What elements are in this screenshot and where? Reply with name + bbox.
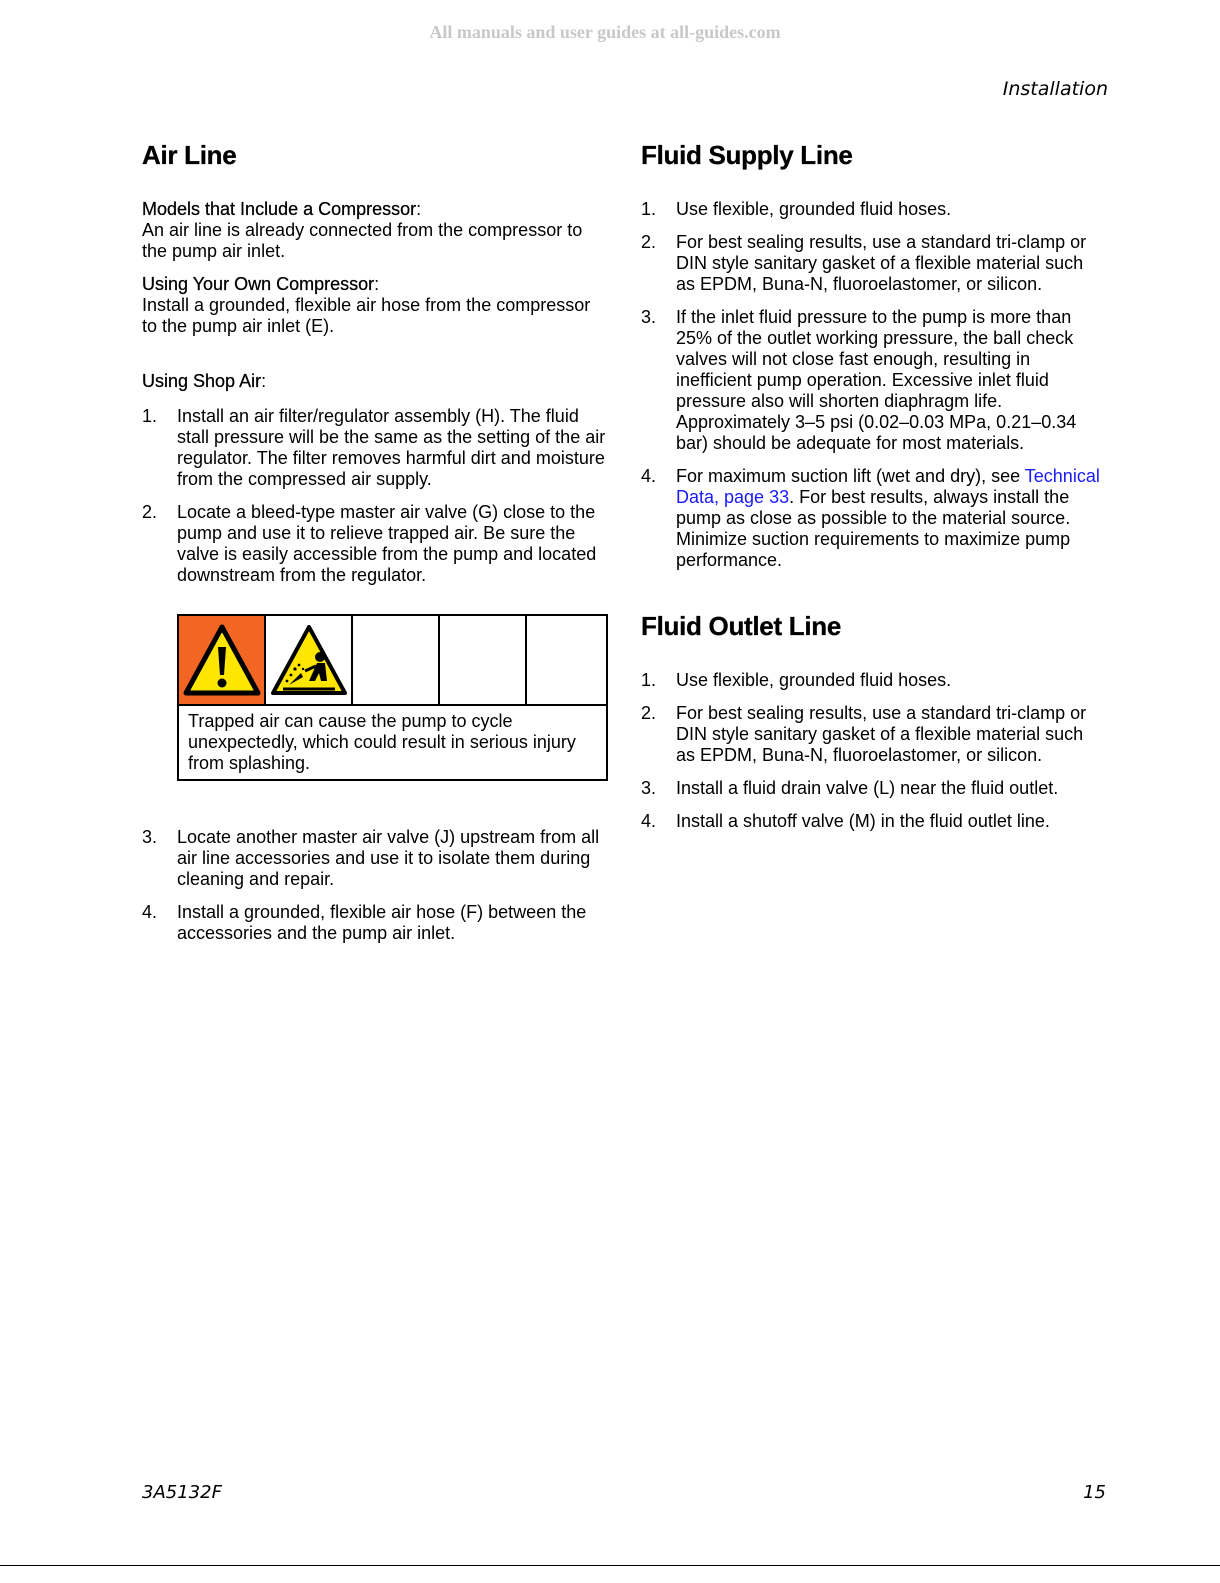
shop-air-block: Using Shop Air: (142, 371, 267, 391)
running-head: Installation (1002, 78, 1108, 100)
air-line-steps-a (142, 406, 606, 586)
own-compressor-block: Using Your Own Compressor: Install a grounded, flexible air hose from the compressor to the pump air inlet (E). (142, 274, 606, 337)
models-block: Models that Include a Compressor: An air line is already connected from the compressor to the pump air inlet. (142, 199, 606, 262)
list-item: 1. Use flexible, grounded fluid hoses. (641, 670, 952, 690)
list-item: 3. Install a fluid drain valve (L) near the fluid outlet. (641, 778, 1059, 798)
fluid-supply-steps (641, 199, 1105, 571)
warning-box (177, 614, 608, 781)
warning-empty-cell (353, 616, 440, 704)
list-item: 2. For best sealing results, use a standard tri-clamp or DIN style sanitary gasket of a flexible material such as EPDM, Buna-N, fluoroelastomer, or silicon. (641, 232, 1087, 294)
list-item: 4. Install a shutoff valve (M) in the fluid outlet line. (641, 811, 1050, 831)
list-item: 2. Locate a bleed-type master air valve (G) close to the pump and use it to relieve trapped air. Be sure the valve is easily accessible from the pump and located downstream from the regulator. (142, 502, 597, 585)
technical-data-link[interactable]: Technical Data, page 33 (676, 466, 1100, 507)
own-compressor-text: Install a grounded, flexible air hose from the compressor to the pump air inlet (E). (142, 295, 591, 336)
doc-number: 3A5132F (142, 1482, 222, 1503)
list-item: 1. Use flexible, grounded fluid hoses. (641, 199, 952, 219)
warning-icon-row (179, 616, 606, 706)
models-text: An air line is already connected from the compressor to the pump air inlet. (142, 220, 583, 261)
left-column (142, 140, 606, 956)
list-item: 2. For best sealing results, use a standard tri-clamp or DIN style sanitary gasket of a flexible material such as EPDM, Buna-N, fluoroelastomer, or silicon. (641, 703, 1087, 765)
page-number: 15 (1083, 1482, 1106, 1503)
fluid-outlet-steps (641, 670, 1105, 832)
shop-air-heading: Using Shop Air (142, 371, 262, 391)
watermark: All manuals and user guides at all-guides.com (429, 22, 781, 42)
section-title-fluid-supply: Fluid Supply Line (641, 140, 853, 170)
models-heading: Models that Include a Compressor (142, 199, 417, 219)
right-column (641, 140, 1105, 844)
splash-hazard-icon (266, 616, 353, 704)
list-item: 3. Locate another master air valve (J) upstream from all air line accessories and use it to isolate them during cleaning and repair. (142, 827, 600, 889)
section-title-air-line: Air Line (142, 140, 237, 170)
air-line-steps-b (142, 827, 606, 944)
own-compressor-heading: Using Your Own Compressor (142, 274, 375, 294)
warning-triangle-icon (179, 616, 266, 704)
list-item: 4. For maximum suction lift (wet and dry), see Technical Data, page 33. For best results, always install the pump as close as possible to the material source. Minimize suction requirements to maximize pump performance. (641, 466, 1100, 570)
list-item: 1. Install an air filter/regulator assembly (H). The fluid stall pressure will be the same as the setting of the air regulator. The filter removes harmful dirt and moisture from the compressed air supply. (142, 406, 606, 489)
warning-empty-cell (527, 616, 606, 704)
list-item: 4. Install a grounded, flexible air hose (F) between the accessories and the pump air inlet. (142, 902, 587, 943)
warning-text: Trapped air can cause the pump to cycle unexpectedly, which could result in serious injury from splashing. (188, 711, 576, 773)
list-item: 3. If the inlet fluid pressure to the pump is more than 25% of the outlet working pressure, the ball check valves will not close fast enough, resulting in inefficient pump operation. Excessive inlet fluid pressure also will shorten diaphragm life. Approximately 3–5 psi (0.02–0.03 MPa, 0.21–0.34 bar) should be adequate for most materials. (641, 307, 1077, 453)
section-title-fluid-outlet: Fluid Outlet Line (641, 611, 841, 641)
warning-empty-cell (440, 616, 527, 704)
bottom-rule (0, 1565, 1220, 1566)
